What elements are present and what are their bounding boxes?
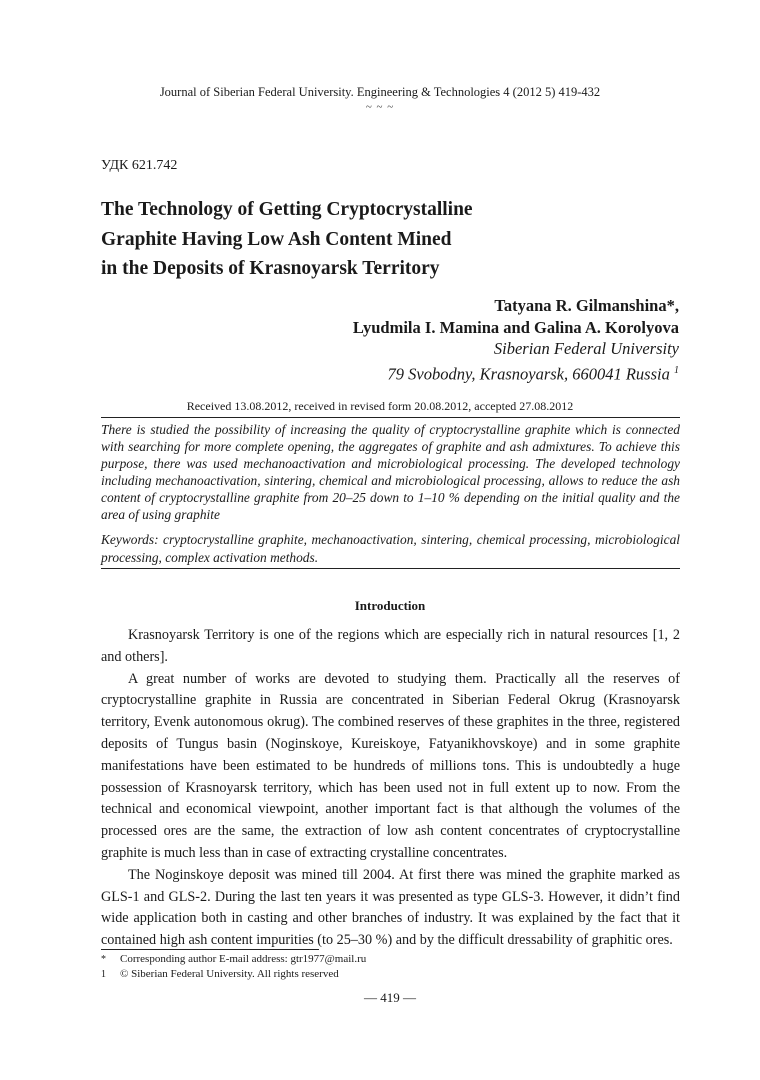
author-line-1: Tatyana R. Gilmanshina*, [494,296,679,315]
title-line: in the Deposits of Krasnoyarsk Territory [101,258,440,279]
running-head-ornament: ~ ~ ~ [365,101,395,113]
footnotes [101,952,680,982]
paper-title [101,195,661,284]
author-block [353,295,679,385]
footnote [101,967,680,982]
address-footnote-mark: 1 [674,364,679,376]
received-dates: Received 13.08.2012, received in revised form 20.08.2012, accepted 27.08.2012 [186,399,574,413]
udk-code: УДК 621.742 [101,158,178,173]
title-line: The Technology of Getting Cryptocrystalline [101,199,473,220]
journal-running-head: Journal of Siberian Federal University. Engineering & Technologies 4 (2012 5) 419-432 [159,85,601,99]
author-line-2: Lyudmila I. Mamina and Galina A. Korolyova [352,317,679,337]
footnote-text: © Siberian Federal University. All rights reserved [120,968,339,980]
title-line: Graphite Having Low Ash Content Mined [101,228,452,250]
address [353,360,679,385]
keywords: Keywords: cryptocrystalline graphite, mechanoactivation, sintering, chemical processing, microbiological processing, complex activation methods. [101,532,680,565]
page-number: — 419 — [364,990,416,1005]
body-text [101,625,680,952]
address-text: 79 Svobodny, Krasnoyarsk, 660041 Russia [387,364,670,383]
affiliation: Siberian Federal University [493,339,679,358]
footnote-mark: 1 [101,969,106,980]
abstract-top-rule [101,417,680,418]
footnote [101,952,680,967]
abstract: There is studied the possibility of increasing the quality of cryptocrystalline graphite which is connected with searching for more complete opening, the aggregates of graphite and ash admixtures. To achieve this purpose, there was used mechanoactivation and microbiological processing. The developed technology including mechanoactivation, sintering, chemical and microbiological processing, allows to reduce the ash content of cryptocrystalline graphite from 20–25 down to 1–10 % depending on the initial quality and the area of using graphite [101,422,680,522]
footnote-rule [101,949,319,950]
footnote-text: Corresponding author E-mail address: gtr1977@mail.ru [120,953,367,965]
abstract-bottom-rule [101,568,680,569]
section-heading-introduction: Introduction [354,598,426,613]
footnote-mark: * [101,954,106,965]
paragraph: A great number of works are devoted to studying them. Practically all the reserves of cryptocrystalline graphite in Russia are concentrated in Siberian Federal Okrug (Krasnoyarsk territory, Evenk autonomous okrug). The combined reserves of these graphites in the three, registered deposits of Tungus basin (Noginskoye, Kureiskoye, Fatyanikhovskoye) and in some graphite manifestations have been estimated to be hundreds of millions tons. This is undoubtedly a huge possession of Krasnoyarsk territory, which has been used not in full extent up to now. From the technical and economical viewpoint, another important fact is that although the volumes of the processed ores are the same, the extraction of low ash content concentrates of cryptocrystalline graphite is much less than in case of extracting crystalline concentrates. [101,670,680,861]
paragraph: The Noginskoye deposit was mined till 2004. At first there was mined the graphite marked as GLS-1 and GLS-2. During the last ten years it was presented as type GLS-3. However, it didn’t find wide application both in casting and other branches of industry. It was explained by the fact that it contained high ash content impurities (to 25–30 %) and by the difficult dressability of graphitic ores. [101,866,680,949]
paragraph: Krasnoyarsk Territory is one of the regions which are especially rich in natural resources [1, 2 and others]. [101,627,680,665]
